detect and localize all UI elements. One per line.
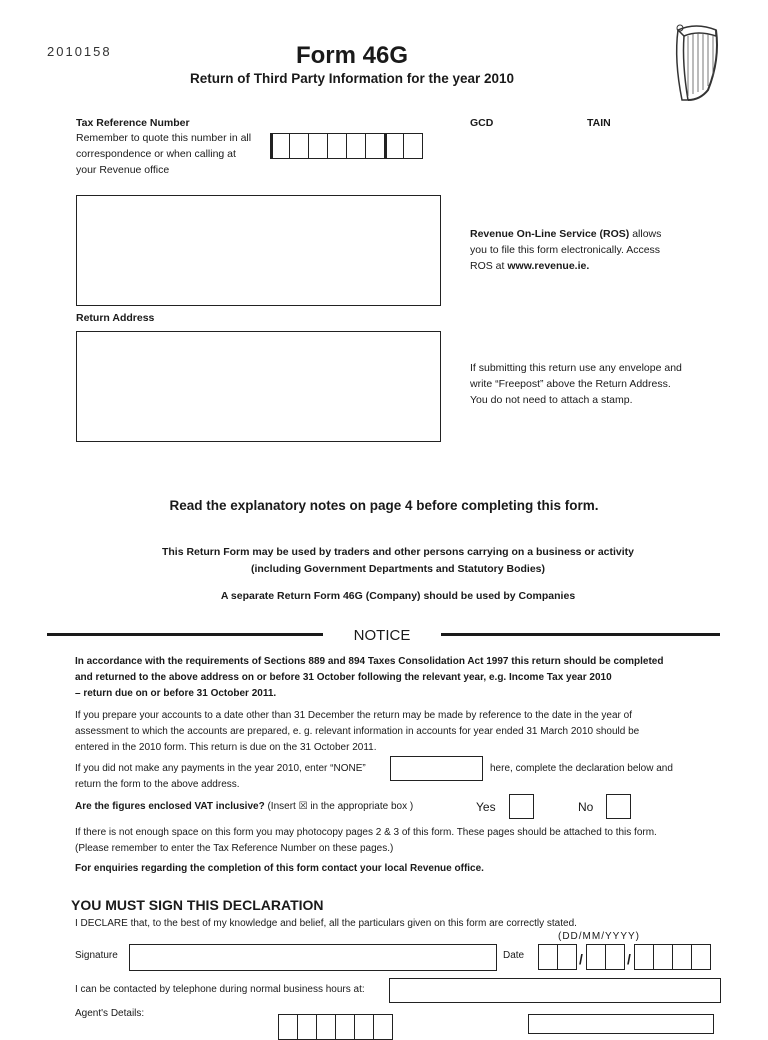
photocopy-note (75, 825, 745, 857)
photocopy-line-1: If there is not enough space on this form you may photocopy pages 2 & 3 of this form. These pages should be attached to this form. (75, 827, 657, 838)
notice-heading: NOTICE (353, 627, 411, 644)
date-input[interactable] (538, 944, 710, 974)
date-cell-m2[interactable] (605, 944, 625, 970)
vat-no-label: No (578, 800, 594, 814)
agent-ref-cell[interactable] (297, 1014, 317, 1040)
date-separator: / (579, 951, 583, 967)
none-input[interactable] (390, 756, 483, 781)
none-text-prefix: If you did not make any payments in the year 2010, enter “NONE” (75, 763, 366, 774)
agent-ref-input[interactable] (278, 1014, 392, 1040)
date-cell-y2[interactable] (653, 944, 673, 970)
notice-p1-line-2: and returned to the above address on or before 31 October following the relevant year, e.g. Income Tax year 2010 (75, 672, 612, 683)
form-subtitle: Return of Third Party Information for the year 2010 (189, 71, 515, 86)
freepost-info (470, 360, 740, 408)
none-text-line-2: return the form to the above address. (75, 779, 240, 790)
tax-ref-cell[interactable] (365, 133, 385, 159)
date-cell-y3[interactable] (672, 944, 692, 970)
tax-ref-cell[interactable] (270, 133, 290, 159)
signature-field[interactable] (129, 944, 497, 971)
declaration-heading: YOU MUST SIGN THIS DECLARATION (71, 897, 324, 913)
freepost-line-1: If submitting this return use any envelope and (470, 362, 682, 374)
ros-text-2: you to file this form electronically. Access (470, 244, 661, 256)
ros-text-3: ROS at (470, 260, 508, 272)
harp-logo (668, 20, 724, 106)
notice-p1-line-1: In accordance with the requirements of Sections 889 and 894 Taxes Consolidation Act 1997 this return should be completed (75, 656, 664, 667)
vat-question-row (75, 801, 413, 812)
date-cell-d2[interactable] (557, 944, 577, 970)
tax-ref-cell[interactable] (384, 133, 404, 159)
freepost-line-3: You do not need to attach a stamp. (470, 394, 633, 406)
tax-ref-cell[interactable] (403, 133, 423, 159)
tax-ref-input[interactable] (270, 133, 422, 159)
date-cell-y4[interactable] (691, 944, 711, 970)
form-code: 2010158 (47, 44, 112, 59)
notice-p2-line-2: assessment to which the accounts are prepared, e. g. relevant information in accounts for year ended 31 March 2010 should be (75, 726, 640, 737)
return-address-label: Return Address (76, 312, 155, 324)
ros-title: Revenue On-Line Service (ROS) (470, 228, 630, 240)
form-title: Form 46G (295, 42, 409, 69)
tain-label: TAIN (587, 117, 611, 129)
notice-paragraph-1 (75, 654, 735, 702)
usage-line-2: (including Government Departments and Statutory Bodies) (250, 563, 546, 575)
declaration-statement: I DECLARE that, to the best of my knowledge and belief, all the particulars given on this form are correctly stated. (75, 918, 577, 929)
date-cell-y1[interactable] (634, 944, 654, 970)
enquiries-note: For enquiries regarding the completion of this form contact your local Revenue office. (75, 863, 484, 874)
tax-ref-note-2: correspondence or when calling at (76, 148, 236, 160)
notice-p2-line-1: If you prepare your accounts to a date other than 31 December the return may be made by reference to the date in the year of (75, 710, 632, 721)
notes-instruction: Read the explanatory notes on page 4 before completing this form. (169, 498, 599, 513)
tax-ref-cell[interactable] (346, 133, 366, 159)
tax-ref-cell[interactable] (308, 133, 328, 159)
vat-yes-checkbox[interactable] (509, 794, 534, 819)
harp-icon (668, 20, 724, 106)
ros-text-1: allows (629, 228, 662, 240)
agent-field[interactable] (528, 1014, 714, 1034)
freepost-line-2: write “Freepost” above the Return Address. (470, 378, 671, 390)
ros-link[interactable]: www.revenue.ie. (507, 260, 590, 272)
date-cell-d1[interactable] (538, 944, 558, 970)
notice-p1-line-3: – return due on or before 31 October 2011. (75, 688, 277, 699)
tax-ref-note-3: your Revenue office (76, 164, 170, 176)
return-address-box (76, 331, 441, 442)
agent-label: Agent's Details: (75, 1008, 145, 1019)
vat-hint: (Insert ☒ in the appropriate box ) (267, 801, 414, 812)
notice-rule-left (47, 633, 323, 636)
agent-ref-cell[interactable] (373, 1014, 393, 1040)
signature-label: Signature (75, 950, 118, 961)
notice-rule-right (441, 633, 720, 636)
date-cell-m1[interactable] (586, 944, 606, 970)
gcd-label: GCD (470, 117, 494, 129)
notice-p2-line-3: entered in the 2010 form. This return is due on the 31 October 2011. (75, 742, 377, 753)
date-format-hint: (DD/MM/YYYY) (558, 931, 640, 942)
agent-ref-cell[interactable] (335, 1014, 355, 1040)
none-text-suffix: here, complete the declaration below and (490, 763, 673, 774)
usage-line-1: This Return Form may be used by traders and other persons carrying on a business or activity (161, 546, 635, 558)
tax-ref-cell[interactable] (327, 133, 347, 159)
ros-info (470, 226, 730, 274)
phone-field[interactable] (389, 978, 721, 1003)
tax-ref-label: Tax Reference Number (76, 117, 190, 129)
photocopy-line-2: (Please remember to enter the Tax Reference Number on these pages.) (75, 843, 394, 854)
tax-ref-cell[interactable] (289, 133, 309, 159)
vat-yes-label: Yes (476, 800, 496, 814)
name-address-box[interactable] (76, 195, 441, 306)
usage-line-3: A separate Return Form 46G (Company) should be used by Companies (220, 590, 576, 602)
date-label: Date (503, 950, 525, 961)
agent-ref-cell[interactable] (354, 1014, 374, 1040)
phone-label: I can be contacted by telephone during normal business hours at: (75, 984, 365, 995)
agent-ref-cell[interactable] (316, 1014, 336, 1040)
agent-ref-cell[interactable] (278, 1014, 298, 1040)
vat-no-checkbox[interactable] (606, 794, 631, 819)
date-separator: / (627, 951, 631, 967)
vat-question: Are the figures enclosed VAT inclusive? (75, 801, 265, 812)
tax-ref-note-1: Remember to quote this number in all (76, 132, 252, 144)
notice-paragraph-2 (75, 708, 735, 756)
